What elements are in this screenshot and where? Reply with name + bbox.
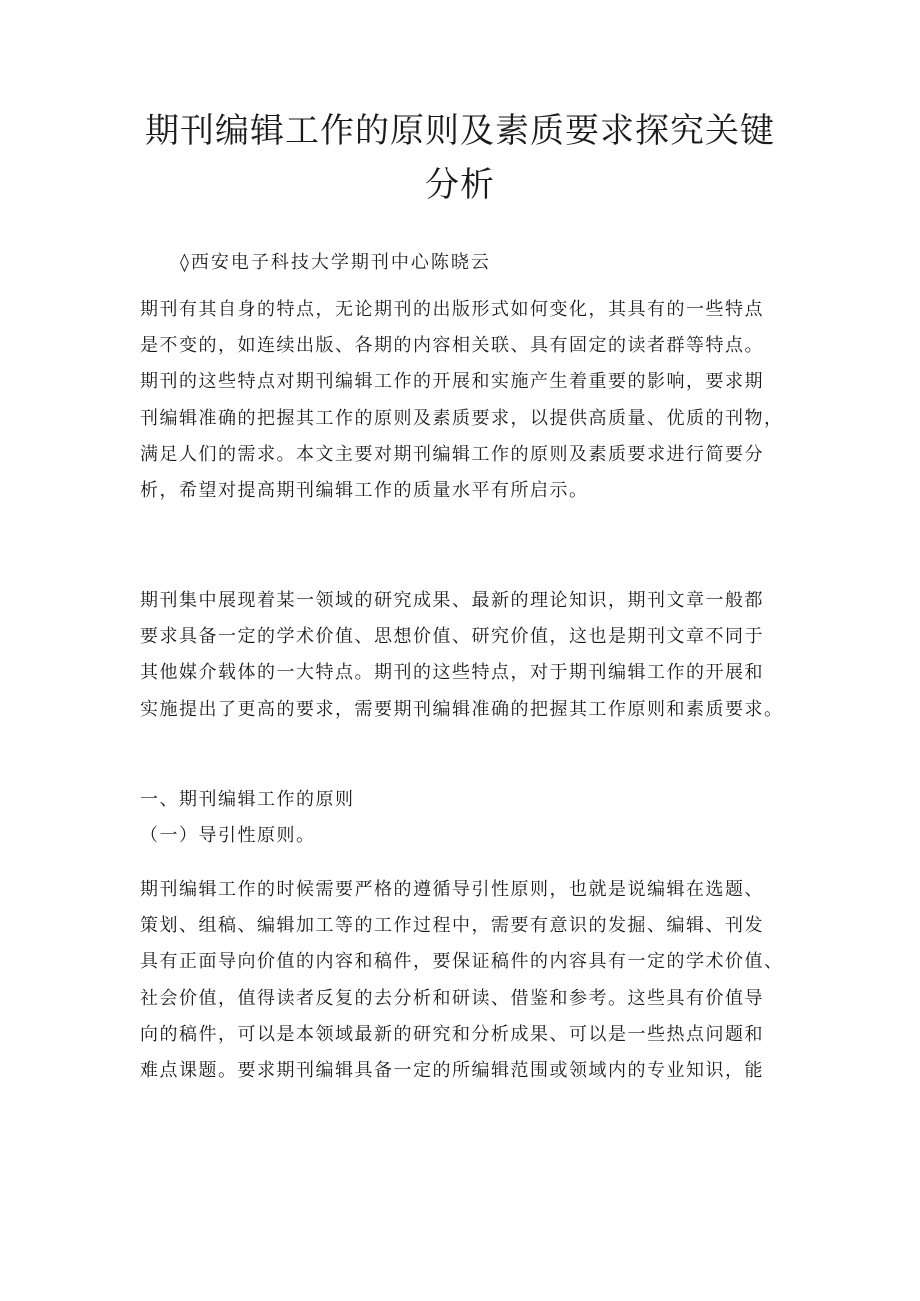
paragraph-line: 具有正面导向价值的内容和稿件，要保证稿件的内容具有一定的学术价值、: [140, 951, 784, 973]
author-line: ◊西安电子科技大学期刊中心陈晓云: [180, 252, 491, 273]
paragraph-line: 社会价值，值得读者反复的去分析和研读、借鉴和参考。这些具有价值导: [140, 987, 764, 1009]
paragraph-line: 期刊的这些特点对期刊编辑工作的开展和实施产生着重要的影响，要求期: [140, 371, 764, 393]
title-line-2: 分析: [425, 165, 495, 205]
paragraph-line: 析，希望对提高期刊编辑工作的质量水平有所启示。: [140, 480, 589, 502]
section-heading: 一、期刊编辑工作的原则: [140, 789, 355, 810]
paragraph-intro: [140, 292, 800, 509]
paragraph-line: 实施提出了更高的要求，需要期刊编辑准确的把握其工作原则和素质要求。: [140, 698, 784, 720]
paragraph-line: 其他媒介载体的一大特点。期刊的这些特点，对于期刊编辑工作的开展和: [140, 662, 764, 684]
paragraph-line: 是不变的，如连续出版、各期的内容相关联、具有固定的读者群等特点。: [140, 335, 764, 357]
subsection-heading: （一）导引性原则。: [140, 825, 316, 846]
paragraph-line: 期刊有其自身的特点，无论期刊的出版形式如何变化，其具有的一些特点: [140, 299, 764, 320]
paragraph-line: 难点课题。要求期刊编辑具备一定的所编辑范围或领域内的专业知识，能: [140, 1060, 764, 1082]
paragraph-line: 策划、组稿、编辑加工等的工作过程中，需要有意识的发掘、编辑、刊发: [140, 915, 764, 937]
paragraph-line: 要求具备一定的学术价值、思想价值、研究价值，这也是期刊文章不同于: [140, 626, 764, 648]
document-title: [100, 104, 820, 212]
paragraph-features: [140, 583, 800, 728]
title-line-1: 期刊编辑工作的原则及素质要求探究关键: [145, 111, 775, 151]
paragraph-guidance-principle: [140, 872, 800, 1089]
paragraph-line: 向的稿件，可以是本领域最新的研究和分析成果、可以是一些热点问题和: [140, 1023, 764, 1045]
paragraph-line: 满足人们的需求。本文主要对期刊编辑工作的原则及素质要求进行简要分: [140, 443, 764, 465]
paragraph-line: 期刊集中展现着某一领域的研究成果、最新的理论知识，期刊文章一般都: [140, 590, 764, 611]
paragraph-line: 刊编辑准确的把握其工作的原则及素质要求，以提供高质量、优质的刊物，: [140, 407, 784, 429]
paragraph-line: 期刊编辑工作的时候需要严格的遵循导引性原则，也就是说编辑在选题、: [140, 879, 764, 900]
